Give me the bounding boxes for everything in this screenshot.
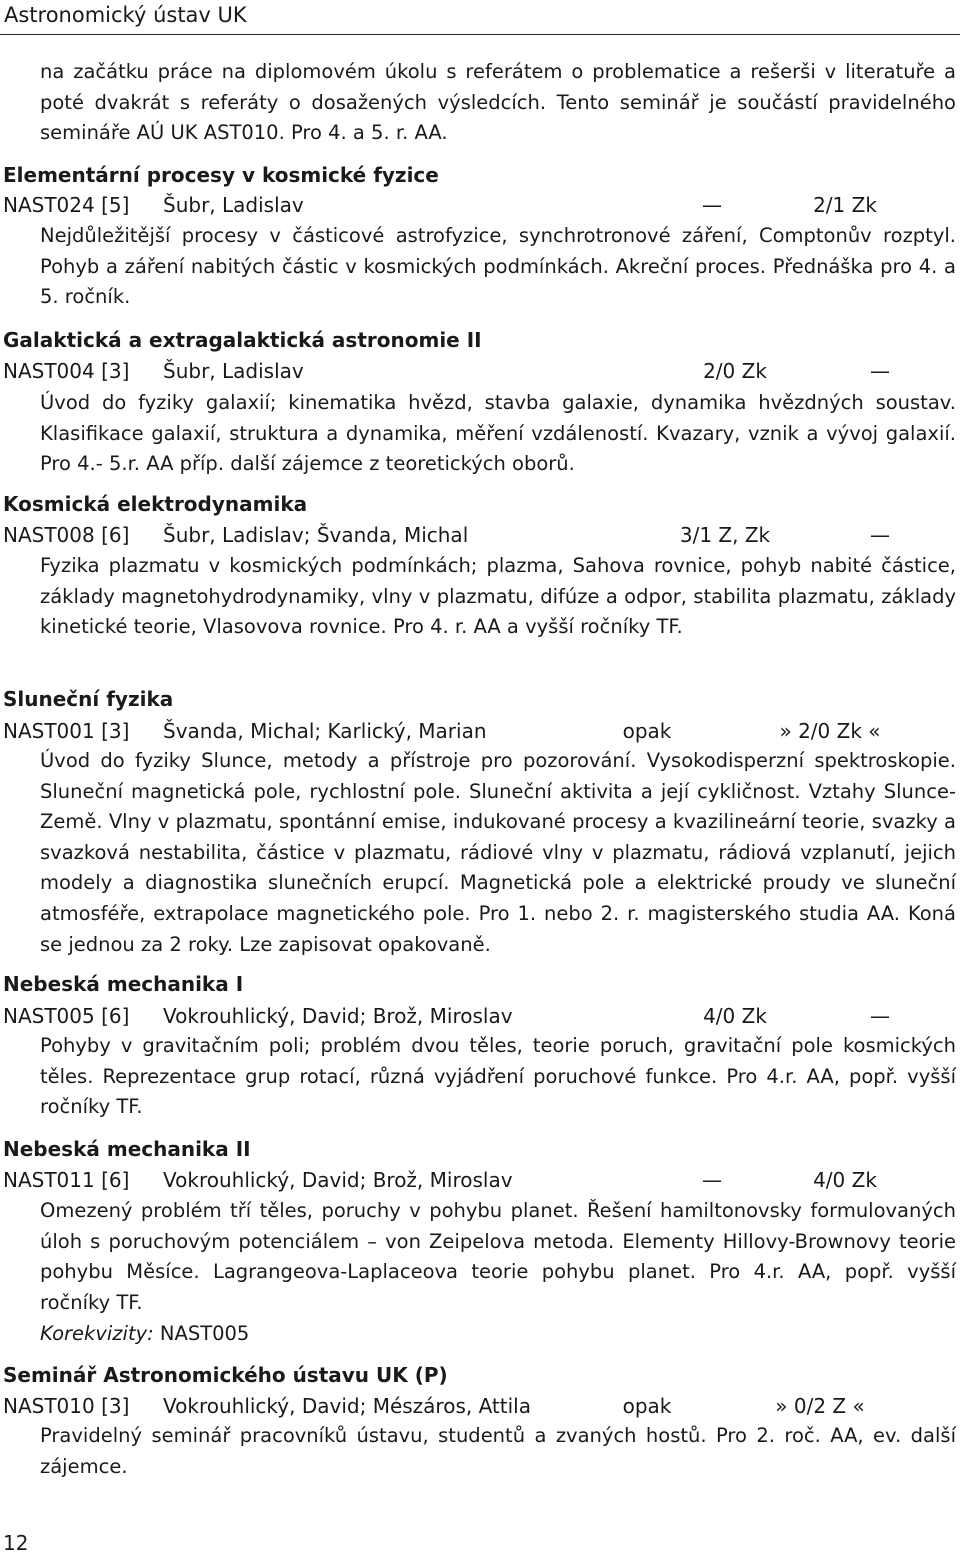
course-summer: —: [870, 359, 890, 383]
course-title: Galaktická a extragalaktická astronomie II: [3, 328, 482, 352]
course-note-value: NAST005: [159, 1322, 250, 1345]
course-description: Nejdůležitější procesy v částicové astrofyzice, synchrotronové záření, Comptonův rozptyl. Pohyb a záření nabitých částic v kosmických podmínkách. Akreční proces. Přednáška pro 4. a 5. ročník.: [40, 224, 956, 309]
course-code: NAST010: [3, 1394, 95, 1418]
course-code-credits: [3, 1001, 129, 1031]
course-credits: [6]: [101, 1168, 130, 1192]
course-meta: [0, 716, 960, 746]
course-meta: [0, 520, 960, 550]
course-code: NAST024: [3, 193, 95, 217]
course-title: Nebeská mechanika II: [3, 1137, 251, 1161]
course-title: Sluneční fyzika: [3, 687, 174, 711]
course-credits: [6]: [101, 523, 130, 547]
course-winter: —: [702, 1168, 722, 1192]
course-code: NAST001: [3, 719, 95, 743]
course-meta: [0, 1391, 960, 1421]
course-code-credits: [3, 520, 129, 550]
course-lecturers: Šubr, Ladislav: [163, 193, 304, 217]
course-credits: [3]: [101, 1394, 130, 1418]
course-credits: [6]: [101, 1004, 130, 1028]
course-code: NAST011: [3, 1168, 95, 1192]
course-code-credits: [3, 1391, 129, 1421]
course-description: Úvod do fyziky Slunce, metody a přístroje pro pozorování. Vysokodisperzní spektroskopie. Sluneční magnetická pole, rychlostní pole. Sluneční aktivita a její cykličnost. Vztahy Slunce-Země. Vlny v plazmatu, spontánní emise, indukované procesy a kvazilineární teorie, svazky a svazková nestabilita, částice v plazmatu, rádiové vlny v plazmatu, rádiová vzplanutí, jejich modely a diagnostika slunečních erupcí. Magnetická pole a elektrické proudy ve sluneční atmosféře, extrapolace magnetického pole. Pro 1. nebo 2. r. magisterského studia AA. Koná se jednou za 2 roky. Lze zapisovat opakovaně.: [40, 749, 956, 956]
course-code-credits: [3, 716, 129, 746]
course-lecturers: Vokrouhlický, David; Brož, Miroslav: [163, 1004, 513, 1028]
course-summer: » 0/2 Z «: [775, 1394, 865, 1418]
course-lecturers: Švanda, Michal; Karlický, Marian: [163, 719, 487, 743]
course-winter: 4/0 Zk: [703, 1004, 767, 1028]
course-meta: [0, 356, 960, 386]
header-title: Astronomický ústav UK: [4, 3, 247, 27]
course-code-credits: [3, 1165, 129, 1195]
course-note-label: Korekvizity:: [40, 1322, 154, 1345]
course-winter: —: [702, 193, 722, 217]
course-description: Pravidelný seminář pracovníků ústavu, studentů a zvaných hostů. Pro 2. roč. AA, ev. další zájemce.: [40, 1424, 956, 1478]
course-title: Kosmická elektrodynamika: [3, 492, 308, 516]
course-winter: 3/1 Z, Zk: [679, 523, 771, 547]
course-summer: —: [870, 523, 890, 547]
course-lecturers: Šubr, Ladislav; Švanda, Michal: [163, 523, 469, 547]
course-meta: [0, 190, 960, 220]
course-code-credits: [3, 190, 129, 220]
course-code: NAST008: [3, 523, 95, 547]
course-winter: opak: [622, 1394, 672, 1418]
course-lecturers: Vokrouhlický, David; Mészáros, Attila: [163, 1394, 531, 1418]
course-note: [40, 1319, 956, 1350]
page-number: 12: [3, 1531, 29, 1555]
course-summer: 4/0 Zk: [813, 1168, 877, 1192]
course-code: NAST005: [3, 1004, 95, 1028]
course-code: NAST004: [3, 359, 95, 383]
course-description: Úvod do fyziky galaxií; kinematika hvězd, stavba galaxie, dynamika hvězdných soustav. Klasifikace galaxií, struktura a dynamika, měření vzdáleností. Kvazary, vznik a vývoj galaxií. Pro 4.- 5.r. AA příp. další zájemce z teoretických oborů.: [40, 391, 956, 476]
course-meta: [0, 1001, 960, 1031]
course-credits: [3]: [101, 359, 130, 383]
course-title: Elementární procesy v kosmické fyzice: [3, 163, 439, 187]
course-title: Seminář Astronomického ústavu UK (P): [3, 1363, 448, 1387]
page-header: [0, 0, 960, 34]
course-code-credits: [3, 356, 129, 386]
intro-text: na začátku práce na diplomovém úkolu s referátem o problematice a rešerši v literatuře a poté dvakrát s referáty o dosažených výsledcích. Tento seminář je součástí pravidelného semináře AÚ UK AST010. Pro 4. a 5. r. AA.: [40, 60, 956, 145]
course-summer: » 2/0 Zk «: [779, 719, 881, 743]
course-summer: 2/1 Zk: [813, 193, 877, 217]
course-credits: [5]: [101, 193, 130, 217]
course-summer: —: [870, 1004, 890, 1028]
course-meta: [0, 1165, 960, 1195]
course-credits: [3]: [101, 719, 130, 743]
course-winter: opak: [622, 719, 672, 743]
course-description: Pohyby v gravitačním poli; problém dvou těles, teorie poruch, gravitační pole kosmických těles. Reprezentace grup rotací, různá vyjádření poruchové funkce. Pro 4.r. AA, popř. vyšší ročníky TF.: [40, 1034, 956, 1119]
course-lecturers: Šubr, Ladislav: [163, 359, 304, 383]
course-lecturers: Vokrouhlický, David; Brož, Miroslav: [163, 1168, 513, 1192]
course-winter: 2/0 Zk: [703, 359, 767, 383]
header-rule: [0, 34, 960, 35]
course-description: Omezený problém tří těles, poruchy v pohybu planet. Řešení hamiltonovsky formulovaných úloh s poruchovým potenciálem – von Zeipelova metoda. Elementy Hillovy-Brownovy teorie pohybu Měsíce. Lagrangeova-Laplaceova teorie pohybu planet. Pro 4.r. AA, popř. vyšší ročníky TF.: [40, 1199, 956, 1314]
course-title: Nebeská mechanika I: [3, 972, 244, 996]
course-description: Fyzika plazmatu v kosmických podmínkách; plazma, Sahova rovnice, pohyb nabité částice, základy magnetohydrodynamiky, vlny v plazmatu, difúze a odpor, stabilita plazmatu, základy kinetické teorie, Vlasovova rovnice. Pro 4. r. AA a vyšší ročníky TF.: [40, 554, 956, 639]
